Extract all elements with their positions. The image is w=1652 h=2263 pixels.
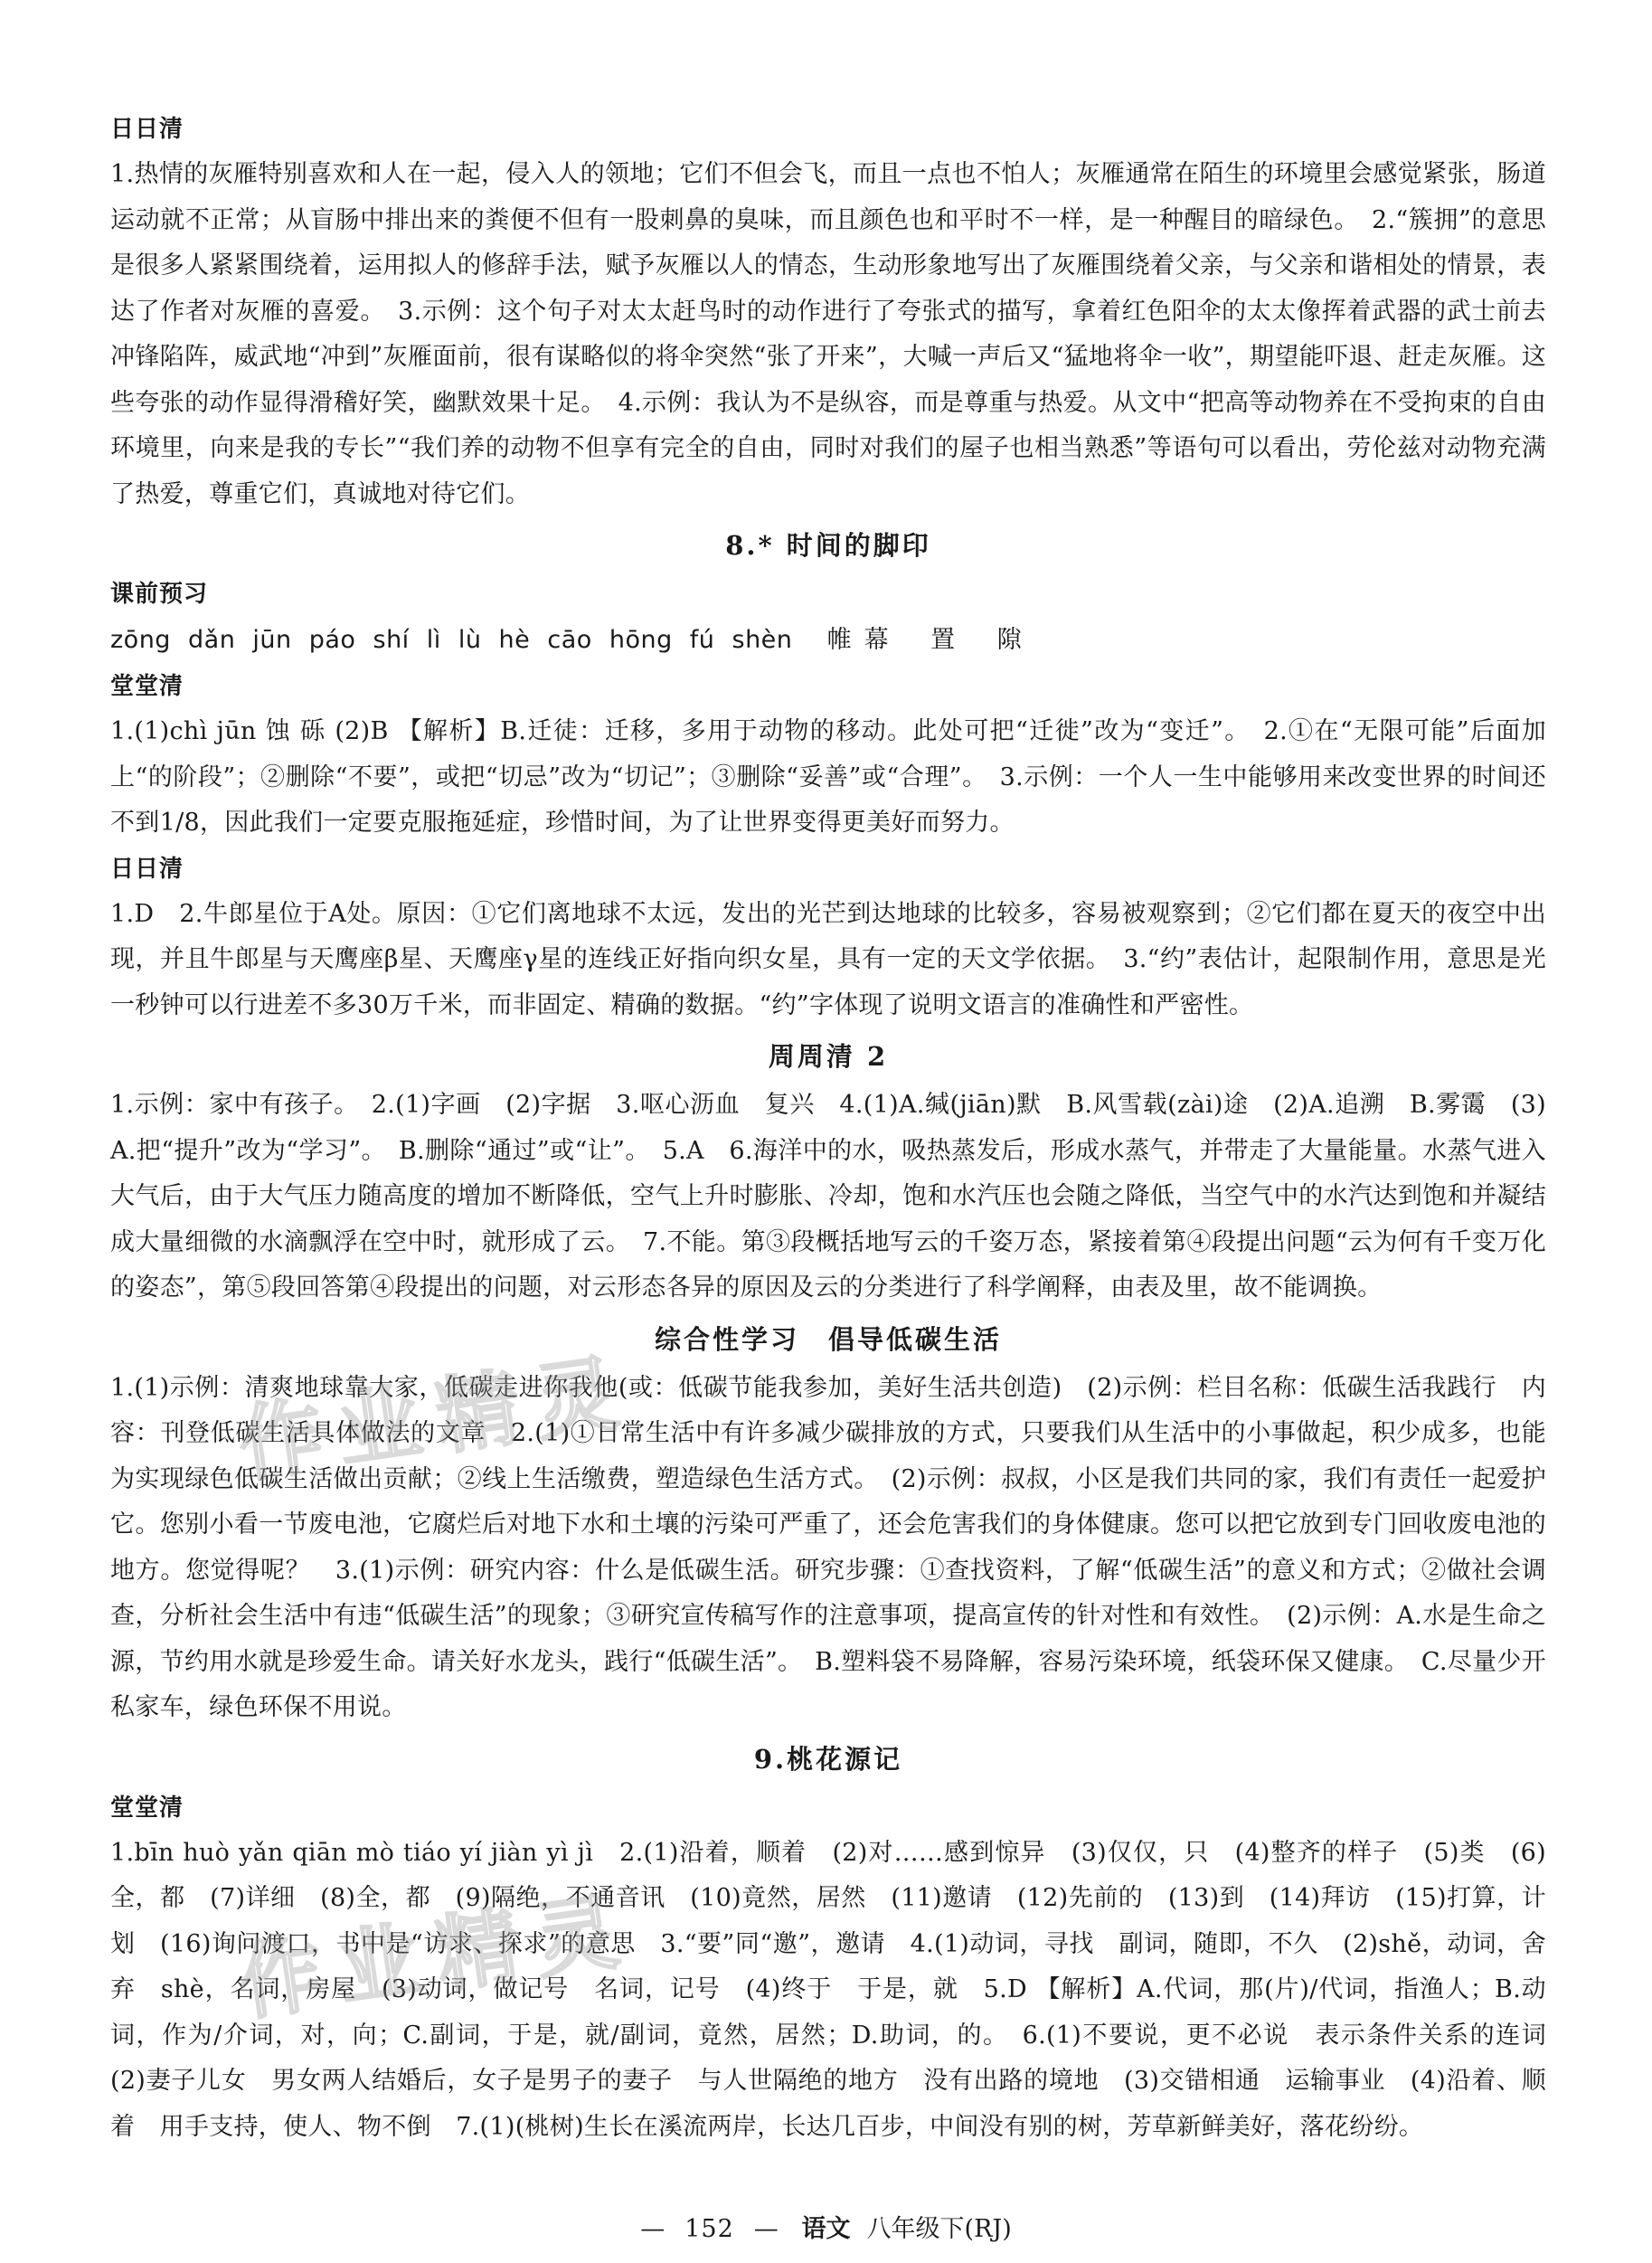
watermark-logo-2: 作业精灵 <box>232 1880 641 2033</box>
weekly-title: 周周清 2 <box>768 1041 889 1072</box>
lesson8-riri-answers: 1.D 2.牛郎星位于A处。原因：①它们离地球不太远，发出的光芒到达地球的比较多，容易被观察到；②它们都在夏天的夜空中出现，并且牛郎星与天鹰座β星、天鹰座γ星的连线正好指向织女星，具有一定的天文学依据。 3.“约”表估计，起限制作用，意思是光一秒钟可以行进差不多30万千米，而非固定、精确的数据。“约”字体现了说明文语言的准确性和严密性。 <box>110 899 1546 1019</box>
section-label-riri: 日日清 <box>110 116 184 143</box>
footer-subject: 语文 <box>801 2215 851 2243</box>
section-label-tangtang-2: 堂堂清 <box>110 1794 184 1822</box>
preview-pinyin: zōng dǎn jūn páo shí lì lù hè cāo hōng fú shèn <box>110 626 793 654</box>
preview-hanzi: 帷幕 置 隙 <box>826 626 1034 654</box>
comprehensive-title: 综合性学习 倡导低碳生活 <box>654 1323 1002 1355</box>
page-number-dash-right: — <box>753 2215 779 2243</box>
lesson8-title: 8.* 时间的脚印 <box>725 530 931 561</box>
watermark-logo: 作业精灵 <box>232 1342 641 1495</box>
riri-answers: 1.热情的灰雁特别喜欢和人在一起，侵入人的领地；它们不但会飞，而且一点也不怕人；灰雁通常在陌生的环境里会感觉紧张，肠道运动就不正常；从盲肠中排出来的粪便不但有一股刺鼻的臭味，而且颜色也和平时不一样，是一种醒目的暗绿色。 2.“簇拥”的意思是很多人紧紧围绕着，运用拟人的修辞手法，赋予灰雁以人的情态，生动形象地写出了灰雁围绕着父亲，与父亲和谐相处的情景，表达了作者对灰雁的喜爱。 3.示例：这个句子对太太赶鸟时的动作进行了夸张式的描写，拿着红色阳伞的太太像挥着武器的武士前去冲锋陷阵，威武地“冲到”灰雁面前，很有谋略似的将伞突然“张了开来”，大喊一声后又“猛地将伞一收”，期望能吓退、赶走灰雁。这些夸张的动作显得滑稽好笑，幽默效果十足。 4.示例：我认为不是纵容，而是尊重与热爱。从文中“把高等动物养在不受拘束的自由环境里，向来是我的专长”“我们养的动物不但享有完全的自由，同时对我们的屋子也相当熟悉”等语句可以看出，劳伦兹对动物充满了热爱，尊重它们，真诚地对待它们。 <box>110 160 1546 508</box>
footer-grade: 八年级下(RJ) <box>866 2215 1012 2243</box>
section-label-tangtang: 堂堂清 <box>110 673 184 700</box>
section-label-preview: 课前预习 <box>110 581 209 608</box>
preview-pinyin-line <box>110 617 1546 664</box>
page-footer <box>0 2209 1652 2244</box>
answer-page <box>110 107 1572 2150</box>
lesson8-tangtang-answers: 1.(1)chì jūn 蚀 砾 (2)B 【解析】B.迁徒：迁移，多用于动物的移动。此处可把“迁徙”改为“变迁”。 2.①在“无限可能”后面加上“的阶段”；②删除“不要”，或把“切忌”改为“切记”；③删除“妥善”或“合理”。 3.示例：一个人一生中能够用来改变世界的时间还不到1/8，因此我们一定要克服拖延症，珍惜时间，为了让世界变得更美好而努力。 <box>110 717 1546 837</box>
lesson9-answers: 1.bīn huò yǎn qiān mò tiáo yí jiàn yì jì 2.(1)沿着，顺着 (2)对……感到惊异 (3)仅仅，只 (4)整齐的样子 (5)类 (6)全，都 (7)详细 (8)全，都 (9)隔绝，不通音讯 (10)竟然，居然 (11)邀请 (12)先前的 (13)到 (14)拜访 (15)打算，计划 (16)询问渡口，书中是“访求、探求”的意思 3.“要”同“邀”，邀请 4.(1)动词，寻找 副词，随即，不久 (2)shě，动词，舍弃 shè，名词，房屋 (3)动词，做记号 名词，记号 (4)终于 于是，就 5.D 【解析】A.代词，那(片)/代词，指渔人；B.动词，作为/介词，对，向；C.副词，于是，就/副词，竟然，居然；D.助词，的。 6.(1)不要说，更不必说 表示条件关系的连词 (2)妻子儿女 男女两人结婚后，女子是男子的妻子 与人世隔绝的地方 没有出路的境地 (3)交错相通 运输事业 (4)沿着、顺着 用手支持，使人、物不倒 7.(1)(桃树)生长在溪流两岸，长达几百步，中间没有别的树，芳草新鲜美好，落花纷纷。 <box>110 1838 1572 2141</box>
section-label-riri-2: 日日清 <box>110 855 184 883</box>
page-number-dash-left: — <box>640 2215 666 2243</box>
page-number: 152 <box>684 2215 734 2243</box>
comprehensive-answers: 1.(1)示例：清爽地球靠大家，低碳走进你我他(或：低碳节能我参加，美好生活共创造) (2)示例：栏目名称：低碳生活我践行 内容：刊登低碳生活具体做法的文章 2.(1)①日常生活中有许多减少碳排放的方式，只要我们从生活中的小事做起，积少成多，也能为实现绿色低碳生活做出贡献；②线上生活缴费，塑造绿色生活方式。 (2)示例：叔叔，小区是我们共同的家，我们有责任一起爱护它。您别小看一节废电池，它腐烂后对地下水和土壤的污染可严重了，还会危害我们的身体健康。您可以把它放到专门回收废电池的地方。您觉得呢？ 3.(1)示例：研究内容：什么是低碳生活。研究步骤：①查找资料，了解“低碳生活”的意义和方式；②做社会调查，分析社会生活中有违“低碳生活”的现象；③研究宣传稿写作的注意事项，提高宣传的针对性和有效性。 (2)示例：A.水是生命之源，节约用水就是珍爱生命。请关好水龙头，践行“低碳生活”。 B.塑料袋不易降解，容易污染环境，纸袋环保又健康。 C.尽量少开私家车，绿色环保不用说。 <box>110 1373 1546 1721</box>
lesson9-title: 9.桃花源记 <box>753 1743 903 1775</box>
weekly-answers: 1.示例：家中有孩子。 2.(1)字画 (2)字据 3.呕心沥血 复兴 4.(1)A.缄(jiān)默 B.风雪载(zài)途 (2)A.追溯 B.雾霭 (3)A.把“提升”改为“学习”。 B.删除“通过”或“让”。 5.A 6.海洋中的水，吸热蒸发后，形成水蒸气，并带走了大量能量。水蒸气进入大气后，由于大气压力随高度的增加不断降低，空气上升时膨胀、冷却，饱和水汽压也会随之降低，当空气中的水汽达到饱和并凝结成大量细微的水滴飘浮在空中时，就形成了云。 7.不能。第③段概括地写云的千姿万态，紧接着第④段提出问题“云为何有千变万化的姿态”，第⑤段回答第④段提出的问题，对云形态各异的原因及云的分类进行了科学阐释，由表及里，故不能调换。 <box>110 1091 1546 1302</box>
